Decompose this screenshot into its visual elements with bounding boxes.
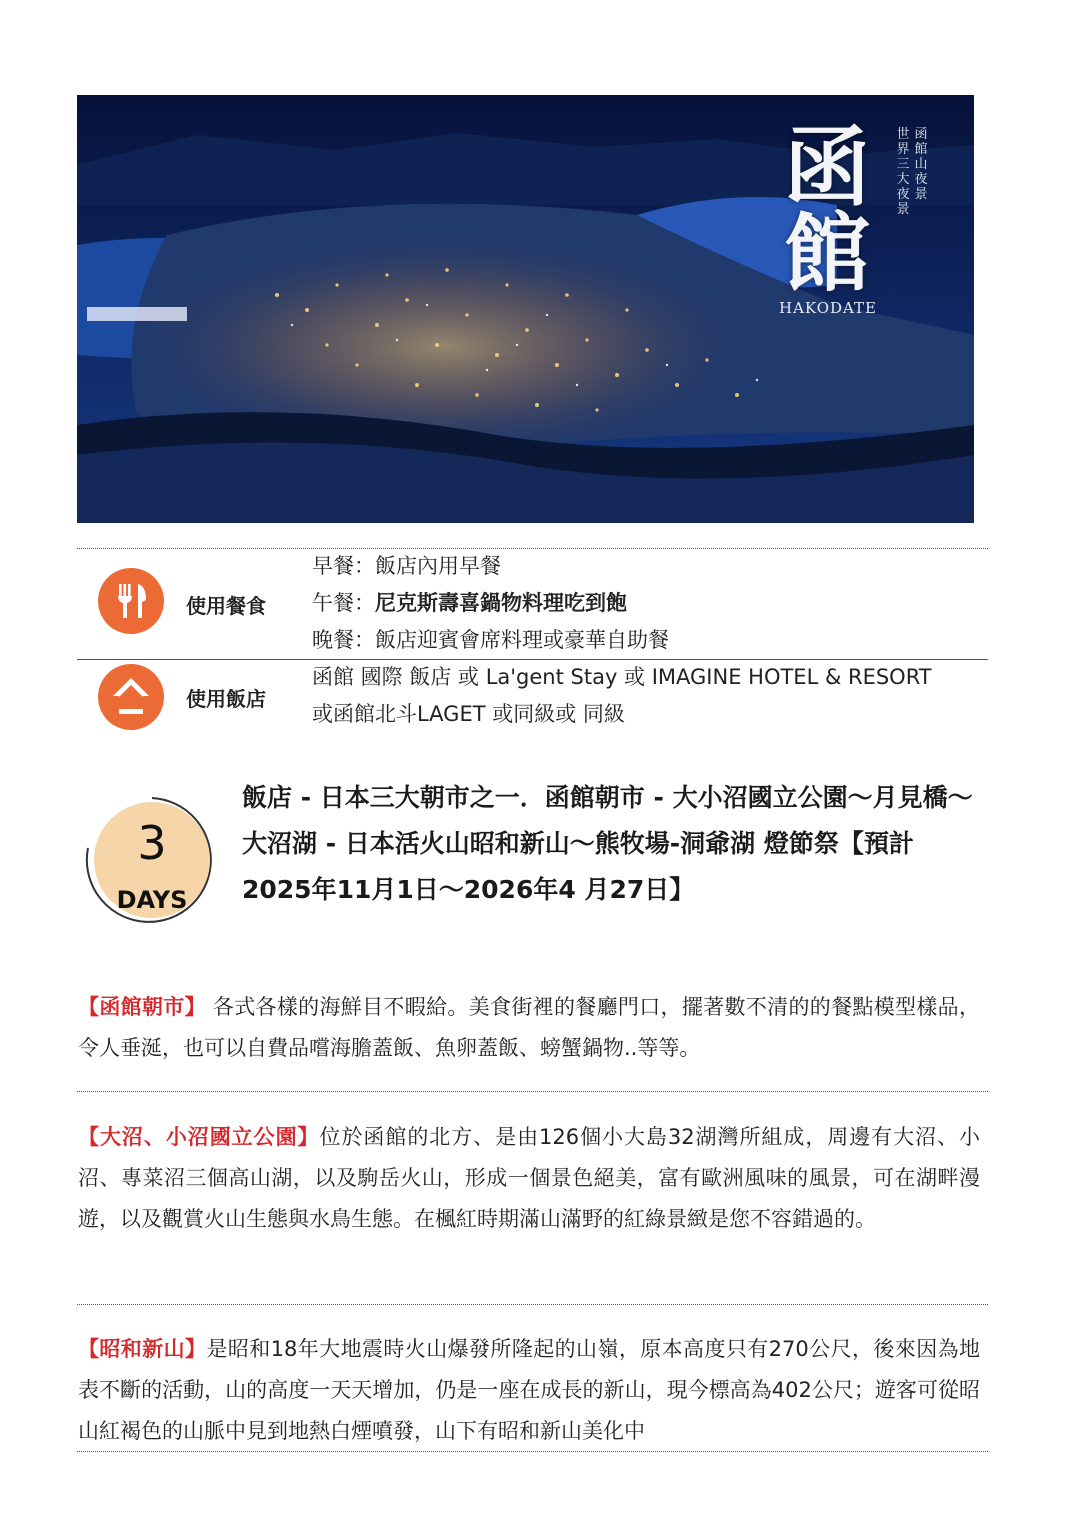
day-badge [82,790,222,938]
house-icon [98,664,164,730]
section-tag: 【大沼、小沼國立公園】 [78,1125,320,1149]
section-onuma-park [78,1117,980,1240]
day-unit: DAYS [116,886,188,914]
hero-title-char-2: 館 [784,203,870,304]
section-tag: 【函館朝市】 [78,995,206,1019]
hotel-list [312,659,932,733]
fork-knife-icon [98,568,164,634]
divider [77,1304,988,1305]
meal-label: 使用餐食 [186,594,266,618]
dinner-line: 晚餐：飯店迎賓會席料理或豪華自助餐 [312,628,669,652]
day-title: 飯店 - 日本三大朝市之一．函館朝市 - 大小沼國立公園～月見橋～大沼湖 - 日本活火山昭和新山～熊牧場-洞爺湖 燈節祭【預計2025年11月1日～2026年4 月27日】 [242,783,973,904]
section-text: 位於函館的北方、是由126個小大島32湖灣所組成，周邊有大沼、小沼、專菜沼三個高山湖，以及駒岳火山，形成一個景色絕美，富有歐洲風味的風景，可在湖畔漫遊，以及觀賞火山生態與水鳥生態。在楓紅時期滿山滿野的紅綠景緻是您不容錯過的。 [78,1125,981,1231]
lunch-line: 午餐：尼克斯壽喜鍋物料理吃到飽 [312,591,627,615]
divider [77,1451,988,1452]
hotel-line-2: 或函館北斗LAGET 或同級或 同級 [312,702,625,726]
section-text: 是昭和18年大地震時火山爆發所隆起的山嶺，原本高度只有270公尺，後來因為地表不斷的活動，山的高度一天天增加，仍是一座在成長的新山，現今標高為402公尺；遊客可從昭山紅褐色的山脈中見到地熱白煙噴發，山下有昭和新山美化中 [78,1337,980,1443]
hotel-label: 使用飯店 [186,687,266,711]
section-tag: 【昭和新山】 [78,1337,207,1361]
breakfast-line: 早餐：飯店內用早餐 [312,554,501,578]
section-morning-market [78,987,980,1069]
hero-vertical-text-1: 世界三大夜景 [896,127,910,217]
meal-list [312,548,669,659]
section-text: 各式各樣的海鮮目不暇給。美食街裡的餐廳門口，擺著數不清的的餐點模型樣品，令人垂涎，也可以自費品嚐海膽蓋飯、魚卵蓋飯、螃蟹鍋物..等等。 [78,995,980,1060]
hero-vertical-text-2: 函館山夜景 [914,127,928,202]
day-number: 3 [137,816,167,870]
section-showa-shinzan [78,1329,980,1452]
hero-title-char-1: 函 [784,117,870,218]
divider [77,1091,988,1092]
hotel-line-1: 函館 國際 飯店 或 La'gent Stay 或 IMAGINE HOTEL & RESORT [312,665,932,689]
hero-subtitle: HAKODATE [778,299,877,317]
hero-title [767,117,887,325]
hero-image [77,95,974,523]
